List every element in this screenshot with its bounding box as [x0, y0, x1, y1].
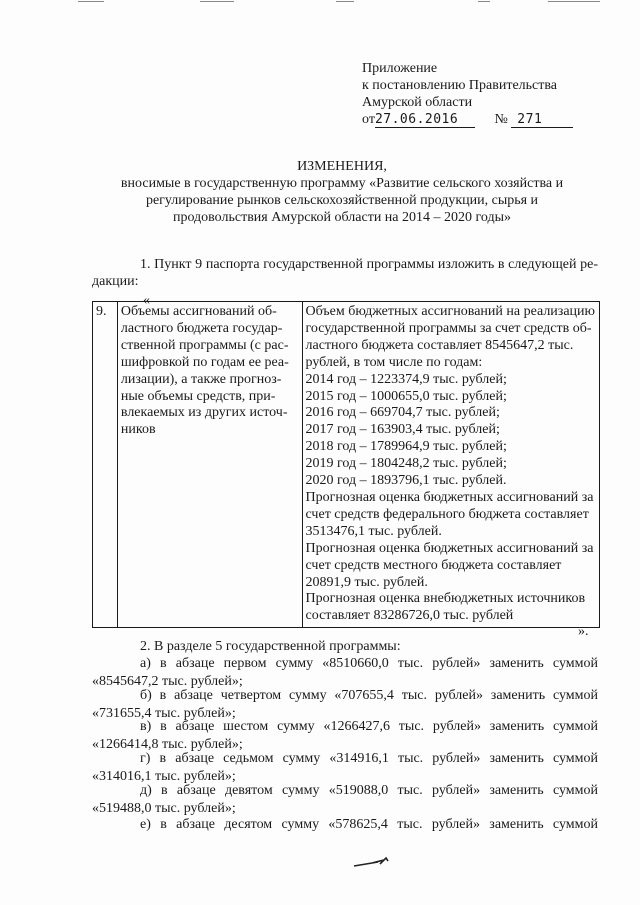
value-line: 2018 год – 1789964,9 тыс. рублей;	[305, 439, 507, 455]
item2-e-cont: «519488,0 тыс. рублей»;	[92, 801, 236, 816]
quote-close: ».	[578, 624, 589, 639]
item2-e-line: д) в абзаце девятом сумму «519088,0 тыс. рублей» заменить суммой	[140, 783, 598, 798]
date-prefix: от	[362, 112, 375, 127]
value-line: составляет 83286726,0 тыс. рублей	[305, 608, 514, 624]
decree-number-field	[511, 113, 573, 128]
value-line: Прогнозная оценка бюджетных ассигнований за	[305, 489, 594, 505]
quote-open: «	[143, 293, 150, 308]
value-line: Прогнозная оценка бюджетных ассигнований за	[305, 540, 594, 556]
item2-f-line: е) в абзаце десятом сумму «578625,4 тыс. рублей» заменить суммой	[140, 817, 598, 832]
value-line: 2019 год – 1804248,2 тыс. рублей;	[305, 456, 507, 472]
value-line: Объем бюджетных ассигнований на реализацию	[305, 304, 595, 319]
title-line-3: продовольствия Амурской области на 2014 – 2020 годы»	[172, 210, 512, 225]
name-line: Объемы ассигнований об-	[120, 304, 277, 319]
name-line: ственной программы (с рас-	[120, 337, 289, 353]
value-line: рублей, в том числе по годам:	[305, 354, 483, 370]
row-number: 9.	[93, 302, 118, 628]
value-line: государственной программы за счет средств об-	[305, 320, 592, 336]
item2-a-cont: «8545647,2 тыс. рублей»;	[92, 674, 243, 689]
title-heading: ИЗМЕНЕНИЯ,	[297, 159, 387, 174]
passport-table	[92, 301, 600, 628]
decree-date-field	[375, 113, 475, 128]
appendix-label: Приложение	[362, 61, 438, 76]
value-line: 2014 год – 1223374,9 тыс. рублей;	[305, 371, 507, 387]
title-line-2: регулирование рынков сельскохозяйственной продукции, сырья и	[145, 193, 539, 208]
title-line-1: вносимые в государственную программу «Развитие сельского хозяйства и	[120, 176, 564, 191]
item2-d-cont: «314016,1 тыс. рублей»;	[92, 769, 236, 784]
value-line: 2016 год – 669704,7 тыс. рублей;	[305, 405, 500, 421]
value-line: счет средств местного бюджета составляет	[305, 557, 562, 573]
appendix-date-line	[362, 111, 573, 128]
value-line: 2020 год – 1893796,1 тыс. рублей.	[305, 473, 507, 489]
value-line: 20891,9 тыс. рублей.	[305, 574, 428, 590]
item2-a-line: а) в абзаце первом сумму «8510660,0 тыс. рублей» заменить суммой	[140, 656, 598, 671]
name-line: ников	[120, 422, 156, 438]
number-prefix: №	[494, 112, 508, 127]
row-value-cell	[302, 302, 600, 628]
appendix-decree-line: к постановлению Правительства	[362, 78, 558, 93]
value-line: 2017 год – 163903,4 тыс. рублей;	[305, 422, 500, 438]
name-line: влекаемых из других источ-	[120, 405, 288, 421]
scan-top-edge	[0, 0, 640, 3]
appendix-header	[362, 60, 573, 128]
table-row	[93, 302, 600, 628]
value-line: Прогнозная оценка внебюджетных источников	[305, 591, 586, 607]
item1-paragraph: 1. Пункт 9 паспорта государственной программы изложить в следующей ре-	[140, 257, 598, 272]
name-line: шифровкой по годам ее реа-	[120, 354, 289, 370]
initials-mark-icon	[352, 852, 392, 872]
item1-paragraph-cont: дакции:	[92, 274, 139, 289]
item2-b-line: б) в абзаце четвертом сумму «707655,4 тыс. рублей» заменить суммой	[140, 688, 598, 703]
appendix-region-line: Амурской области	[362, 95, 473, 110]
value-line: ластного бюджета составляет 8545647,2 тыс.	[305, 337, 574, 353]
item2-intro: 2. В разделе 5 государственной программы:	[140, 639, 401, 654]
item2-b-cont: «731655,4 тыс. рублей»;	[92, 706, 236, 721]
value-line: 2015 год – 1000655,0 тыс. рублей;	[305, 388, 507, 404]
name-line: ластного бюджета государ-	[120, 320, 283, 336]
decree-date: 27.06.2016	[374, 112, 459, 127]
item2-c-line: в) в абзаце шестом сумму «1266427,6 тыс. рублей» заменить суммой	[140, 719, 598, 734]
name-line: лизации), а также прогноз-	[120, 371, 282, 387]
item2-c-cont: «1266414,8 тыс. рублей»;	[92, 737, 243, 752]
document-title	[92, 158, 592, 226]
item2-d-line: г) в абзаце седьмом сумму «314916,1 тыс. рублей» заменить суммой	[140, 751, 598, 766]
value-line: счет средств федерального бюджета составляет	[305, 506, 589, 522]
row-name-cell	[117, 302, 302, 628]
decree-number: 271	[517, 112, 543, 127]
value-line: 3513476,1 тыс. рублей.	[305, 523, 442, 539]
name-line: ные объемы средств, при-	[120, 388, 276, 404]
